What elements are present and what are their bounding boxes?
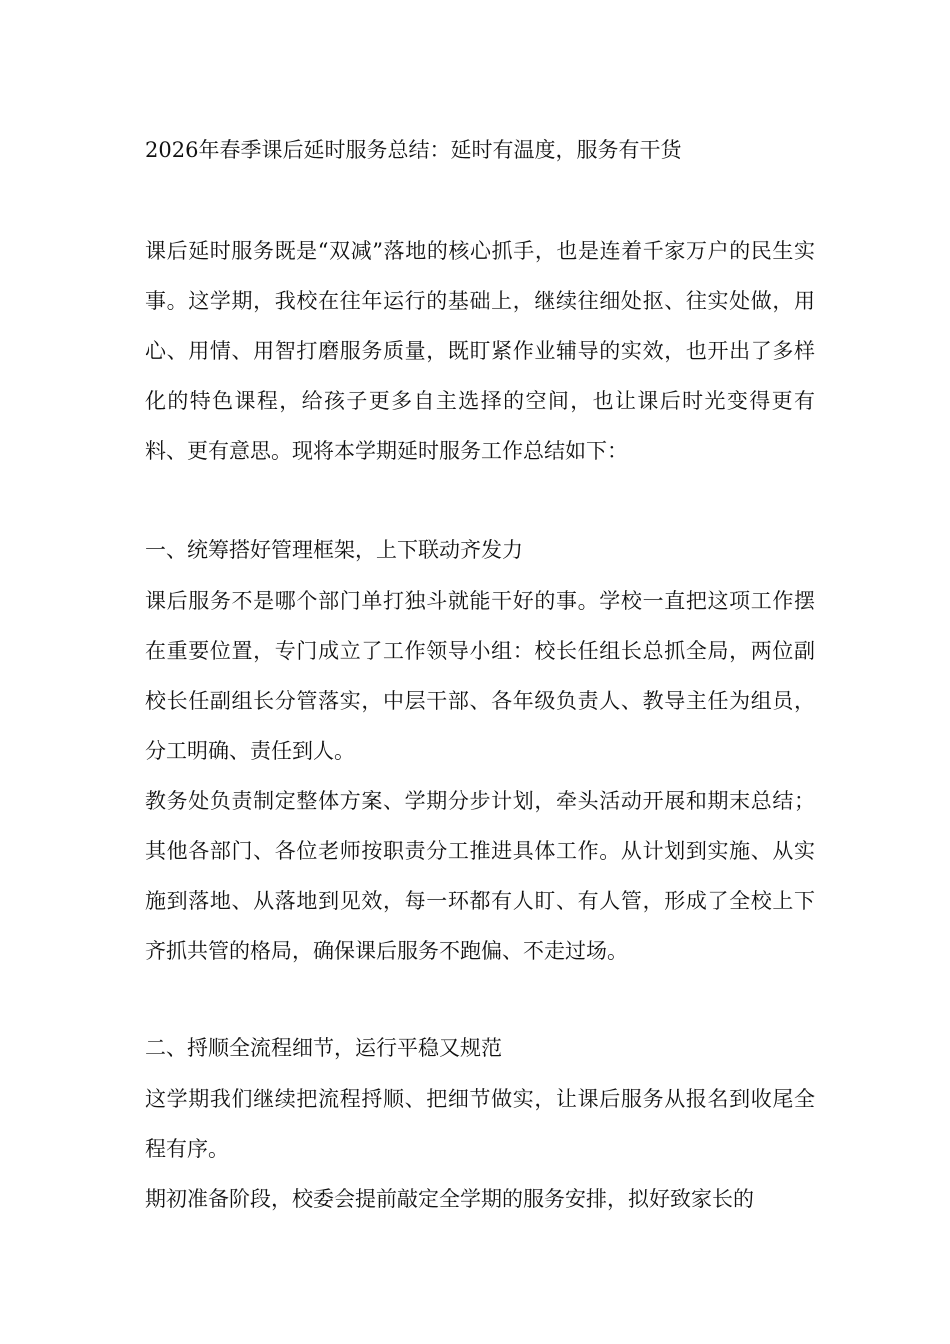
document-title: 2026年春季课后延时服务总结：延时有温度，服务有干货 — [145, 138, 682, 162]
section-2-heading: 二、捋顺全流程细节，运行平稳又规范 — [145, 1036, 502, 1060]
section-1-paragraph-1: 课后服务不是哪个部门单打独斗就能干好的事。学校一直把这项工作摆在重要位置，专门成立了工作领导小组：校长任组长总抓全局，两位副校长任副组长分管落实，中层干部、各年级负责人、教导主任为组员，分工明确、责任到人。 — [145, 589, 815, 763]
section-1-heading: 一、统筹搭好管理框架，上下联动齐发力 — [145, 538, 523, 562]
section-1-paragraph-2: 教务处负责制定整体方案、学期分步计划，牵头活动开展和期末总结；其他各部门、各位老师按职责分工推进具体工作。从计划到实施、从实施到落地、从落地到见效，每一环都有人盯、有人管，形成了全校上下齐抓共管的格局，确保课后服务不跑偏、不走过场。 — [145, 789, 815, 963]
section-2-paragraph-2: 期初准备阶段，校委会提前敲定全学期的服务安排，拟好致家长的 — [145, 1187, 754, 1211]
intro-paragraph: 课后延时服务既是“双减”落地的核心抓手，也是连着千家万户的民生实事。这学期，我校在往年运行的基础上，继续往细处抠、往实处做，用心、用情、用智打磨服务质量，既盯紧作业辅导的实效，也开出了多样化的特色课程，给孩子更多自主选择的空间，也让课后时光变得更有料、更有意思。现将本学期延时服务工作总结如下： — [145, 239, 815, 463]
section-2-paragraph-1: 这学期我们继续把流程捋顺、把细节做实，让课后服务从报名到收尾全程有序。 — [145, 1087, 815, 1161]
